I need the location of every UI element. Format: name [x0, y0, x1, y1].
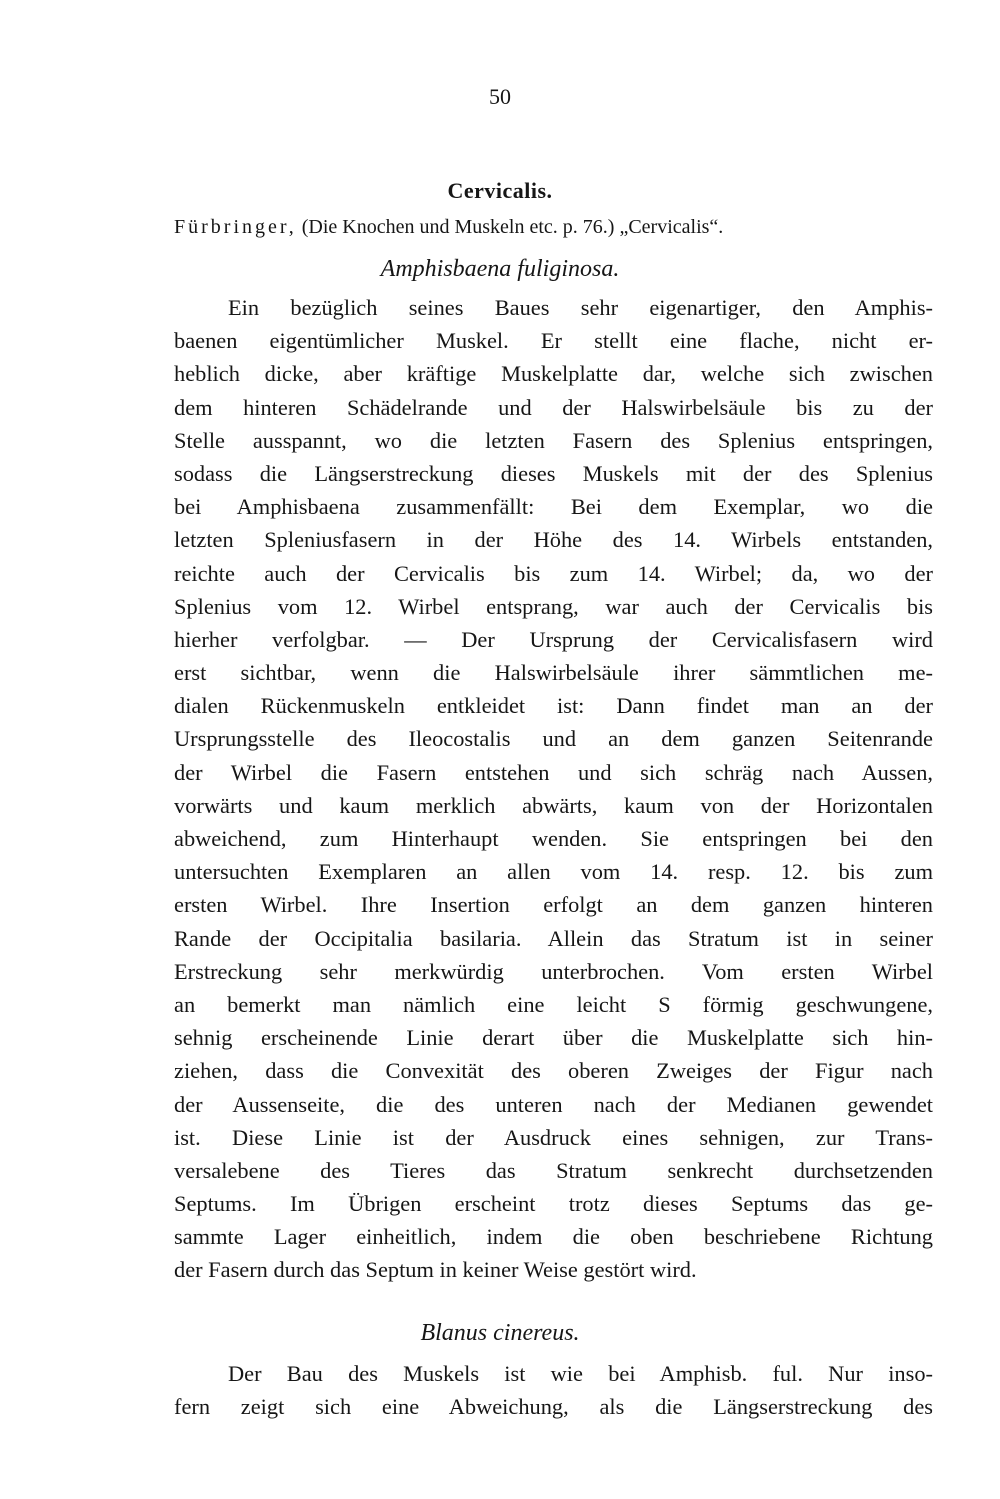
- text-line: sodass die Längserstreckung dieses Muskels mit der des Splenius: [174, 460, 933, 486]
- text-line: ziehen, dass die Convexität des oberen Zweiges der Figur nach: [174, 1058, 933, 1084]
- paragraph-amphisbaena: [174, 291, 933, 1287]
- text-line: Ein bezüglich seines Baues sehr eigenartiger, den Amphis-: [228, 295, 933, 320]
- text-line: der Fasern durch das Septum in keiner Weise gestört wird.: [174, 1257, 697, 1283]
- text-line: Rande der Occipitalia basilaria. Allein das Stratum ist in seiner: [174, 925, 933, 951]
- text-line: dialen Rückenmuskeln entkleidet ist: Dann findet man an der: [174, 693, 933, 719]
- reference-line: [174, 216, 934, 239]
- text-line: versalebene des Tieres das Stratum senkrecht durchsetzenden: [174, 1157, 933, 1183]
- text-line: heblich dicke, aber kräftige Muskelplatte dar, welche sich zwischen: [174, 361, 933, 387]
- text-line: ersten Wirbel. Ihre Insertion erfolgt an dem ganzen hinteren: [174, 892, 933, 918]
- page-number: 50: [489, 84, 511, 109]
- text-line: Septums. Im Übrigen erscheint trotz dieses Septums das ge-: [174, 1191, 933, 1217]
- reference-author: Fürbringer,: [174, 216, 297, 238]
- text-line: erst sichtbar, wenn die Halswirbelsäule ihrer sämmtlichen me-: [174, 660, 933, 686]
- text-line: sehnig erscheinende Linie derart über die Muskelplatte sich hin-: [174, 1025, 933, 1051]
- text-line: untersuchten Exemplaren an allen vom 14. resp. 12. bis zum: [174, 859, 933, 885]
- text-line: Der Bau des Muskels ist wie bei Amphisb. ful. Nur inso-: [228, 1361, 933, 1386]
- text-line: reichte auch der Cervicalis bis zum 14. Wirbel; da, wo der: [174, 560, 933, 586]
- text-line: Erstreckung sehr merkwürdig unterbrochen. Vom ersten Wirbel: [174, 958, 933, 984]
- text-line: vorwärts und kaum merklich abwärts, kaum von der Horizontalen: [174, 792, 933, 818]
- text-line: Ursprungsstelle des Ileocostalis und an dem ganzen Seitenrande: [174, 726, 933, 752]
- species-heading-blanus: Blanus cinereus.: [420, 1320, 580, 1346]
- text-line: bei Amphisbaena zusammenfällt: Bei dem Exemplar, wo die: [174, 494, 933, 520]
- species-heading-amphisbaena: Amphisbaena fuliginosa.: [380, 256, 620, 282]
- text-line: Stelle ausspannt, wo die letzten Fasern des Splenius entspringen,: [174, 427, 933, 453]
- text-line: ist. Diese Linie ist der Ausdruck eines sehnigen, zur Trans-: [174, 1124, 933, 1150]
- text-line: abweichend, zum Hinterhaupt wenden. Sie entspringen bei den: [174, 826, 933, 851]
- text-line: hierher verfolgbar. — Der Ursprung der Cervicalisfasern wird: [174, 626, 933, 652]
- text-line: baenen eigentümlicher Muskel. Er stellt eine flache, nicht er-: [174, 328, 933, 354]
- text-line: sammte Lager einheitlich, indem die oben beschriebene Richtung: [174, 1224, 933, 1250]
- section-title: Cervicalis.: [447, 178, 553, 203]
- reference-citation: (Die Knochen und Muskeln etc. p. 76.) „Cervicalis“.: [301, 216, 724, 238]
- text-line: dem hinteren Schädelrande und der Halswirbelsäule bis zu der: [174, 394, 933, 420]
- text-line: der Aussenseite, die des unteren nach der Medianen gewendet: [174, 1091, 933, 1117]
- text-line: der Wirbel die Fasern entstehen und sich schräg nach Aussen,: [174, 759, 933, 785]
- text-line: an bemerkt man nämlich eine leicht S förmig geschwungene,: [174, 991, 933, 1017]
- paragraph-blanus: [174, 1357, 933, 1423]
- text-line: letzten Spleniusfasern in der Höhe des 14. Wirbels entstanden,: [174, 527, 933, 553]
- text-line: fern zeigt sich eine Abweichung, als die Längserstreckung des: [174, 1394, 933, 1420]
- text-line: Splenius vom 12. Wirbel entsprang, war auch der Cervicalis bis: [174, 593, 933, 619]
